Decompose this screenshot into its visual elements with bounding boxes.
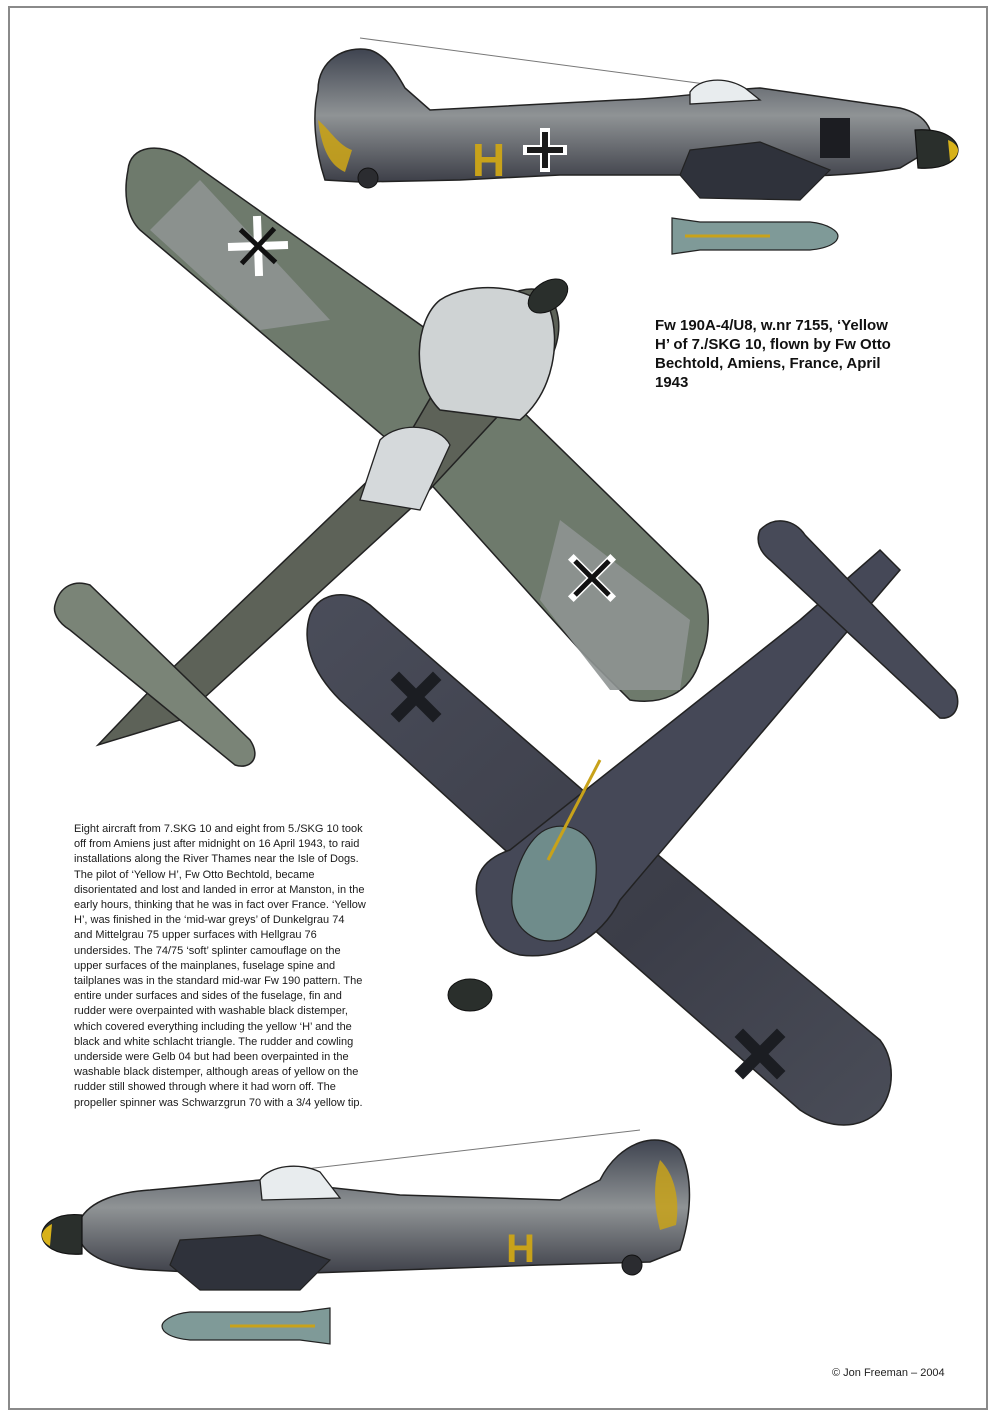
side-profile-left bbox=[315, 38, 958, 254]
body-line: off from Amiens just after midnight on 16 April 1943, to raid bbox=[74, 838, 360, 851]
body-line: disorientated and lost and landed in error at Manston, in the bbox=[74, 883, 365, 896]
fuselage-code-bottom: H bbox=[506, 1227, 535, 1271]
description-text bbox=[74, 822, 484, 1111]
body-line: entire under surfaces and sides of the fuselage, fin and bbox=[74, 990, 342, 1003]
body-line: rudder were overpainted with washable black distemper, bbox=[74, 1005, 348, 1018]
caption-line: Bechtold, Amiens, France, April bbox=[655, 355, 881, 372]
body-line: H’, was finished in the ‘mid-war greys’ of Dunkelgrau 74 bbox=[74, 914, 345, 927]
body-line: which covered everything including the yellow ‘H’ and the bbox=[74, 1020, 352, 1033]
body-line: Eight aircraft from 7.SKG 10 and eight from 5./SKG 10 took bbox=[74, 823, 363, 835]
body-line: tailplanes was in the standard mid-war Fw 190 pattern. The bbox=[74, 975, 363, 988]
caption-line: H’ of 7./SKG 10, flown by Fw Otto bbox=[655, 336, 891, 353]
body-line: and Mittelgrau 75 upper surfaces with Hellgrau 76 bbox=[74, 929, 317, 942]
body-line: The pilot of ‘Yellow H’, Fw Otto Bechtold, became bbox=[74, 868, 315, 881]
body-line: early hours, thinking that he was in fact over France. ‘Yellow bbox=[74, 899, 366, 912]
body-line: upper surfaces of the mainplanes, fuselage spine and bbox=[74, 959, 336, 972]
body-line: undersides. The 74/75 ‘soft’ splinter camouflage on the bbox=[74, 944, 341, 957]
fuselage-code-top: H bbox=[472, 134, 506, 186]
body-line: rudder still showed through where it had worn off. The bbox=[74, 1081, 336, 1094]
body-line: installations along the River Thames near the Isle of Dogs. bbox=[74, 853, 359, 866]
body-line: washable black distemper, although areas of yellow on the bbox=[74, 1066, 359, 1079]
artist-credit: © Jon Freeman – 2004 bbox=[832, 1367, 945, 1379]
body-line: underside were Gelb 04 but had been overpainted in the bbox=[74, 1051, 349, 1064]
caption-line: Fw 190A-4/U8, w.nr 7155, ‘Yellow bbox=[655, 317, 888, 334]
body-line: propeller spinner was Schwarzgrun 70 with a 3/4 yellow tip. bbox=[74, 1096, 363, 1109]
aircraft-caption bbox=[655, 316, 915, 392]
caption-line: 1943 bbox=[655, 374, 689, 391]
side-profile-right bbox=[42, 1130, 689, 1344]
body-line: black and white schlacht triangle. The rudder and cowling bbox=[74, 1035, 354, 1048]
